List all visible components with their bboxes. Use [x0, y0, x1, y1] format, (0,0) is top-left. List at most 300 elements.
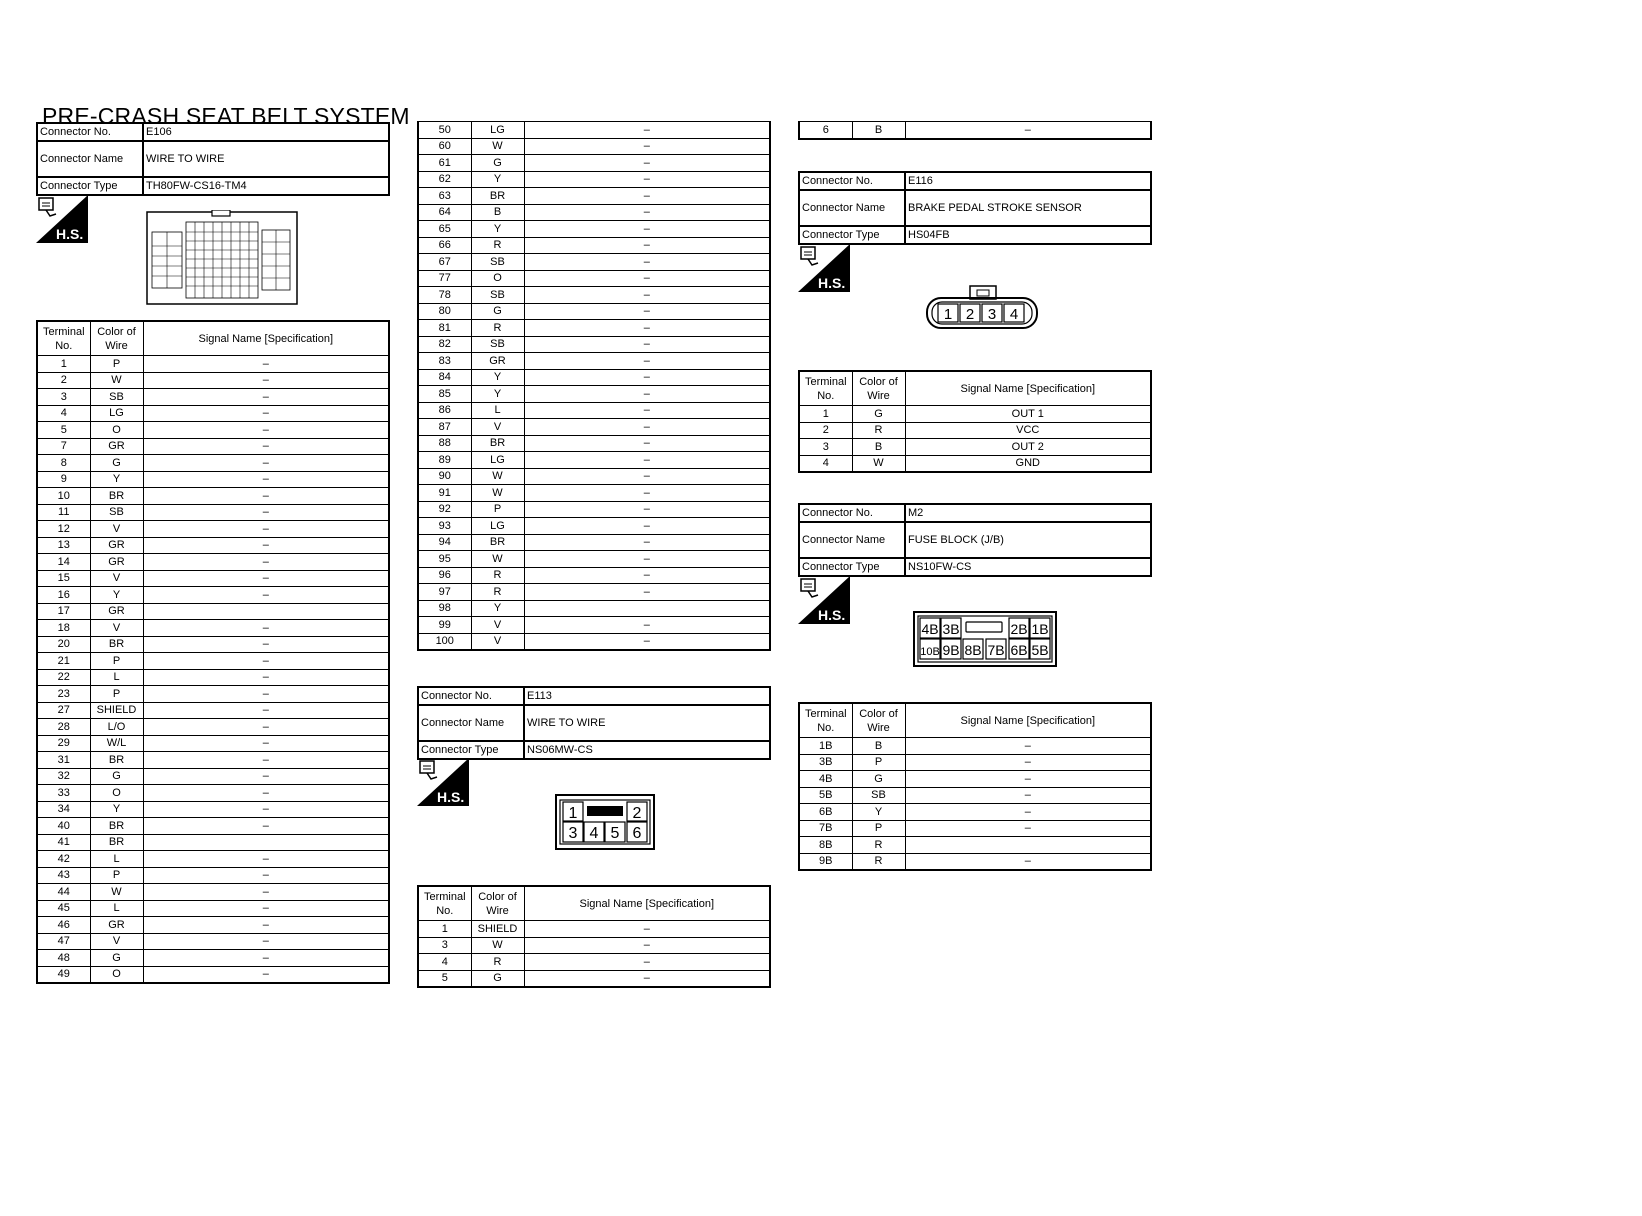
wire-color-cell: BR — [90, 752, 143, 769]
signal-name-cell: – — [905, 820, 1151, 837]
signal-name-cell: – — [524, 617, 770, 634]
terminal-no-cell: 10 — [37, 488, 90, 505]
wire-color-cell: G — [852, 406, 905, 423]
signal-name-cell: – — [524, 353, 770, 370]
pin-label: 4B — [921, 621, 939, 637]
wire-color-cell: W — [90, 372, 143, 389]
wire-color-cell: V — [90, 570, 143, 587]
wire-color-cell: W — [471, 551, 524, 568]
signal-name-cell: – — [143, 884, 389, 901]
signal-name-cell: GND — [905, 455, 1151, 472]
table-row — [37, 636, 389, 653]
terminal-no-cell: 16 — [37, 587, 90, 604]
terminal-no-cell: 49 — [37, 966, 90, 983]
wire-color-cell: R — [471, 954, 524, 971]
signal-name-cell: – — [143, 405, 389, 422]
signal-name-cell: – — [524, 155, 770, 172]
table-row — [799, 787, 1151, 804]
signal-name-cell: – — [143, 933, 389, 950]
signal-name-cell: – — [143, 372, 389, 389]
terminal-no-cell: 15 — [37, 570, 90, 587]
wire-color-cell: Y — [90, 801, 143, 818]
pin-label: 4 — [1009, 306, 1019, 323]
table-row — [799, 771, 1151, 788]
table-row — [37, 405, 389, 422]
terminal-no-cell: 90 — [418, 468, 471, 485]
terminal-no-cell: 100 — [418, 633, 471, 650]
wire-color-cell: G — [471, 970, 524, 987]
terminal-no-cell: 3 — [418, 937, 471, 954]
terminal-no-cell: 20 — [37, 636, 90, 653]
signal-name-cell: – — [143, 653, 389, 670]
wire-color-cell: Y — [471, 171, 524, 188]
e116-no: E116 — [905, 172, 1151, 190]
table-row — [37, 389, 389, 406]
table-row — [418, 188, 770, 205]
signal-name-cell: – — [524, 386, 770, 403]
terminal-no-cell: 81 — [418, 320, 471, 337]
signal-name-cell: – — [143, 917, 389, 934]
e113-terminal-table-cont — [798, 121, 1152, 140]
table-row — [418, 617, 770, 634]
wire-color-cell: LG — [90, 405, 143, 422]
terminal-no-cell: 4 — [418, 954, 471, 971]
table-row — [37, 950, 389, 967]
table-row — [37, 768, 389, 785]
terminal-no-cell: 2 — [799, 422, 852, 439]
wire-color-cell: P — [852, 820, 905, 837]
table-row — [37, 719, 389, 736]
m2-connector-face — [913, 611, 1057, 667]
label-connector-name: Connector Name — [418, 705, 524, 741]
signal-name-cell: – — [524, 501, 770, 518]
e116-name: BRAKE PEDAL STROKE SENSOR — [905, 190, 1151, 226]
wire-color-cell: W — [90, 884, 143, 901]
signal-name-cell: – — [143, 438, 389, 455]
terminal-no-cell: 32 — [37, 768, 90, 785]
wire-color-cell: B — [852, 439, 905, 456]
signal-name-cell: – — [143, 851, 389, 868]
signal-name-cell: – — [905, 771, 1151, 788]
col-color-of-wire: Color of Wire — [471, 886, 524, 921]
pin-label: 1 — [943, 306, 953, 323]
terminal-no-cell: 47 — [37, 933, 90, 950]
wire-color-cell: SHIELD — [471, 921, 524, 938]
terminal-no-cell: 65 — [418, 221, 471, 238]
table-row — [37, 669, 389, 686]
terminal-no-cell: 89 — [418, 452, 471, 469]
wire-color-cell: GR — [90, 438, 143, 455]
table-row — [37, 471, 389, 488]
e106-terminal-table-a — [36, 320, 390, 984]
pin-label: 1B — [1031, 621, 1049, 637]
terminal-no-cell: 1 — [418, 921, 471, 938]
table-row — [418, 138, 770, 155]
wire-color-cell: G — [852, 771, 905, 788]
signal-name-cell: – — [524, 584, 770, 601]
terminal-no-cell: 12 — [37, 521, 90, 538]
e113-header — [417, 686, 771, 760]
pin-label: 2 — [632, 805, 642, 822]
table-row — [37, 570, 389, 587]
e106-connector-face — [146, 210, 298, 306]
wire-color-cell: BR — [471, 188, 524, 205]
table-row — [418, 600, 770, 617]
terminal-no-cell: 33 — [37, 785, 90, 802]
wire-color-cell: GR — [90, 917, 143, 934]
wire-color-cell: BR — [90, 818, 143, 835]
signal-name-cell: – — [143, 669, 389, 686]
signal-name-cell: – — [905, 787, 1151, 804]
terminal-no-cell: 93 — [418, 518, 471, 535]
signal-name-cell: – — [524, 419, 770, 436]
label-connector-no: Connector No. — [799, 504, 905, 522]
table-row — [799, 738, 1151, 755]
terminal-no-cell: 86 — [418, 402, 471, 419]
table-row — [799, 804, 1151, 821]
wire-color-cell: V — [471, 617, 524, 634]
terminal-no-cell: 50 — [418, 122, 471, 139]
signal-name-cell: – — [143, 587, 389, 604]
table-row — [37, 818, 389, 835]
col-signal-name: Signal Name [Specification] — [905, 371, 1151, 406]
terminal-no-cell: 80 — [418, 303, 471, 320]
terminal-no-cell: 99 — [418, 617, 471, 634]
m2-type: NS10FW-CS — [905, 558, 1151, 576]
terminal-no-cell: 6 — [799, 122, 852, 139]
wire-color-cell: GR — [471, 353, 524, 370]
table-row — [37, 851, 389, 868]
table-row — [418, 937, 770, 954]
signal-name-cell: – — [143, 867, 389, 884]
terminal-no-cell: 42 — [37, 851, 90, 868]
wire-color-cell: G — [471, 155, 524, 172]
signal-name-cell: – — [143, 521, 389, 538]
terminal-no-cell: 22 — [37, 669, 90, 686]
terminal-no-cell: 45 — [37, 900, 90, 917]
signal-name-cell: – — [143, 488, 389, 505]
signal-name-cell: – — [905, 122, 1151, 139]
label-connector-no: Connector No. — [799, 172, 905, 190]
table-row — [799, 754, 1151, 771]
terminal-no-cell: 21 — [37, 653, 90, 670]
pin-label: 6B — [1010, 642, 1028, 658]
pin-label: 7B — [987, 642, 1005, 658]
wire-color-cell: P — [90, 653, 143, 670]
terminal-no-cell: 9B — [799, 853, 852, 870]
table-row — [37, 521, 389, 538]
terminal-no-cell: 8 — [37, 455, 90, 472]
terminal-no-cell: 34 — [37, 801, 90, 818]
terminal-no-cell: 44 — [37, 884, 90, 901]
label-connector-name: Connector Name — [799, 190, 905, 226]
label-connector-type: Connector Type — [418, 741, 524, 759]
wire-color-cell: B — [852, 122, 905, 139]
hs-label: H.S. — [818, 275, 846, 291]
terminal-no-cell: 84 — [418, 369, 471, 386]
col-color-of-wire: Color of Wire — [852, 371, 905, 406]
wire-color-cell: R — [471, 320, 524, 337]
signal-name-cell: – — [524, 402, 770, 419]
hs-label: H.S. — [56, 226, 84, 242]
wire-color-cell: BR — [90, 636, 143, 653]
wire-color-cell: R — [471, 237, 524, 254]
table-row — [37, 504, 389, 521]
col-signal-name: Signal Name [Specification] — [143, 321, 389, 356]
signal-name-cell: – — [524, 567, 770, 584]
table-row — [799, 122, 1151, 139]
wire-color-cell: L — [90, 900, 143, 917]
table-row — [418, 287, 770, 304]
signal-name-cell: – — [143, 719, 389, 736]
table-row — [418, 155, 770, 172]
pin-label: 5B — [1031, 642, 1049, 658]
wire-color-cell: V — [471, 633, 524, 650]
terminal-no-cell: 1B — [799, 738, 852, 755]
e116-header — [798, 171, 1152, 245]
signal-name-cell: – — [905, 738, 1151, 755]
table-row — [418, 402, 770, 419]
wire-color-cell: P — [90, 867, 143, 884]
e113-no: E113 — [524, 687, 770, 705]
e106-terminal-table-b — [417, 121, 771, 651]
signal-name-cell: – — [143, 950, 389, 967]
table-row — [799, 820, 1151, 837]
terminal-no-cell: 17 — [37, 603, 90, 620]
table-row — [418, 921, 770, 938]
table-row — [37, 455, 389, 472]
table-row — [418, 435, 770, 452]
terminal-no-cell: 28 — [37, 719, 90, 736]
terminal-no-cell: 6B — [799, 804, 852, 821]
signal-name-cell: – — [524, 435, 770, 452]
wire-color-cell: SB — [471, 287, 524, 304]
wire-color-cell: GR — [90, 537, 143, 554]
wire-color-cell: O — [90, 966, 143, 983]
terminal-no-cell: 41 — [37, 834, 90, 851]
pin-label: 5 — [610, 825, 620, 842]
terminal-no-cell: 9 — [37, 471, 90, 488]
table-row — [799, 837, 1151, 854]
terminal-no-cell: 92 — [418, 501, 471, 518]
wire-color-cell: Y — [471, 386, 524, 403]
wire-color-cell: R — [852, 837, 905, 854]
terminal-no-cell: 7 — [37, 438, 90, 455]
signal-name-cell: – — [524, 171, 770, 188]
wire-color-cell: B — [852, 738, 905, 755]
signal-name-cell: – — [524, 122, 770, 139]
signal-name-cell: – — [524, 518, 770, 535]
terminal-no-cell: 82 — [418, 336, 471, 353]
table-row — [418, 320, 770, 337]
table-row — [418, 551, 770, 568]
terminal-no-cell: 63 — [418, 188, 471, 205]
terminal-no-cell: 85 — [418, 386, 471, 403]
signal-name-cell: – — [905, 804, 1151, 821]
table-row — [418, 336, 770, 353]
wire-color-cell: Y — [852, 804, 905, 821]
terminal-no-cell: 7B — [799, 820, 852, 837]
terminal-no-cell: 29 — [37, 735, 90, 752]
table-row — [37, 867, 389, 884]
harness-side-icon — [798, 576, 850, 628]
col-color-of-wire: Color of Wire — [852, 703, 905, 738]
table-row — [418, 270, 770, 287]
terminal-no-cell: 94 — [418, 534, 471, 551]
wire-color-cell: G — [90, 950, 143, 967]
terminal-no-cell: 4 — [799, 455, 852, 472]
m2-no: M2 — [905, 504, 1151, 522]
pin-label: 10B — [920, 646, 940, 658]
wire-color-cell: P — [852, 754, 905, 771]
wire-color-cell: W — [471, 485, 524, 502]
e113-terminal-table — [417, 885, 771, 988]
e106-name: WIRE TO WIRE — [143, 141, 389, 177]
table-row — [418, 303, 770, 320]
signal-name-cell: – — [143, 389, 389, 406]
signal-name-cell: – — [524, 551, 770, 568]
table-row — [37, 884, 389, 901]
signal-name-cell: – — [524, 336, 770, 353]
signal-name-cell: – — [143, 785, 389, 802]
pin-label: 4 — [589, 825, 599, 842]
wire-color-cell: L/O — [90, 719, 143, 736]
signal-name-cell: – — [524, 633, 770, 650]
col-signal-name: Signal Name [Specification] — [524, 886, 770, 921]
terminal-no-cell: 83 — [418, 353, 471, 370]
terminal-no-cell: 5 — [37, 422, 90, 439]
signal-name-cell: – — [143, 686, 389, 703]
wire-color-cell: BR — [471, 435, 524, 452]
pin-label: 2 — [965, 306, 975, 323]
col-terminal-no: Terminal No. — [799, 703, 852, 738]
table-row — [37, 801, 389, 818]
terminal-no-cell: 97 — [418, 584, 471, 601]
table-row — [37, 735, 389, 752]
pin-label: 9B — [942, 642, 960, 658]
wire-color-cell: V — [90, 521, 143, 538]
signal-name-cell: OUT 2 — [905, 439, 1151, 456]
signal-name-cell: – — [524, 468, 770, 485]
terminal-no-cell: 62 — [418, 171, 471, 188]
e106-header — [36, 122, 390, 196]
m2-header — [798, 503, 1152, 577]
label-connector-name: Connector Name — [37, 141, 143, 177]
table-row — [37, 620, 389, 637]
signal-name-cell: – — [524, 452, 770, 469]
terminal-no-cell: 5B — [799, 787, 852, 804]
signal-name-cell: OUT 1 — [905, 406, 1151, 423]
terminal-no-cell: 18 — [37, 620, 90, 637]
table-row — [37, 834, 389, 851]
terminal-no-cell: 3 — [37, 389, 90, 406]
wire-color-cell: G — [471, 303, 524, 320]
wire-color-cell: V — [471, 419, 524, 436]
terminal-no-cell: 67 — [418, 254, 471, 271]
wire-color-cell: O — [90, 785, 143, 802]
wire-color-cell: SHIELD — [90, 702, 143, 719]
signal-name-cell: – — [143, 455, 389, 472]
table-row — [37, 752, 389, 769]
wire-color-cell: V — [90, 620, 143, 637]
e113-name: WIRE TO WIRE — [524, 705, 770, 741]
hs-label: H.S. — [437, 789, 465, 805]
table-row — [37, 587, 389, 604]
table-row — [799, 455, 1151, 472]
e106-no: E106 — [143, 123, 389, 141]
wire-color-cell: W — [471, 138, 524, 155]
signal-name-cell: – — [524, 485, 770, 502]
table-row — [418, 419, 770, 436]
label-connector-no: Connector No. — [418, 687, 524, 705]
col-color-of-wire: Color of Wire — [90, 321, 143, 356]
harness-side-icon — [798, 244, 850, 296]
signal-name-cell: – — [143, 702, 389, 719]
signal-name-cell: – — [524, 221, 770, 238]
signal-name-cell: – — [143, 818, 389, 835]
table-row — [37, 653, 389, 670]
page-title: PRE-CRASH SEAT BELT SYSTEM — [42, 103, 410, 129]
table-row — [37, 438, 389, 455]
wire-color-cell: GR — [90, 554, 143, 571]
table-row — [37, 900, 389, 917]
table-row — [418, 171, 770, 188]
table-row — [799, 406, 1151, 423]
terminal-no-cell: 1 — [799, 406, 852, 423]
wire-color-cell: W/L — [90, 735, 143, 752]
terminal-no-cell: 78 — [418, 287, 471, 304]
table-row — [418, 518, 770, 535]
terminal-no-cell: 46 — [37, 917, 90, 934]
terminal-no-cell: 61 — [418, 155, 471, 172]
table-row — [418, 567, 770, 584]
terminal-no-cell: 88 — [418, 435, 471, 452]
signal-name-cell: – — [143, 620, 389, 637]
wire-color-cell: R — [471, 584, 524, 601]
table-row — [37, 603, 389, 620]
terminal-no-cell: 98 — [418, 600, 471, 617]
signal-name-cell: – — [524, 287, 770, 304]
pin-label: 6 — [632, 825, 642, 842]
table-row — [37, 785, 389, 802]
pin-label: 3B — [942, 621, 960, 637]
terminal-no-cell: 3B — [799, 754, 852, 771]
terminal-no-cell: 87 — [418, 419, 471, 436]
terminal-no-cell: 14 — [37, 554, 90, 571]
table-row — [418, 369, 770, 386]
table-row — [37, 686, 389, 703]
terminal-no-cell: 96 — [418, 567, 471, 584]
table-row — [418, 501, 770, 518]
table-row — [37, 372, 389, 389]
signal-name-cell: – — [143, 537, 389, 554]
wire-color-cell: R — [852, 853, 905, 870]
signal-name-cell — [524, 600, 770, 617]
table-row — [37, 702, 389, 719]
terminal-no-cell: 95 — [418, 551, 471, 568]
pin-label: 3 — [568, 825, 578, 842]
table-row — [37, 422, 389, 439]
signal-name-cell: – — [524, 254, 770, 271]
wire-color-cell: LG — [471, 518, 524, 535]
wire-color-cell: P — [90, 686, 143, 703]
m2-terminal-table — [798, 702, 1152, 871]
e113-connector-face — [555, 794, 655, 850]
terminal-no-cell: 2 — [37, 372, 90, 389]
e116-type: HS04FB — [905, 226, 1151, 244]
signal-name-cell: – — [524, 954, 770, 971]
wire-color-cell: Y — [471, 221, 524, 238]
